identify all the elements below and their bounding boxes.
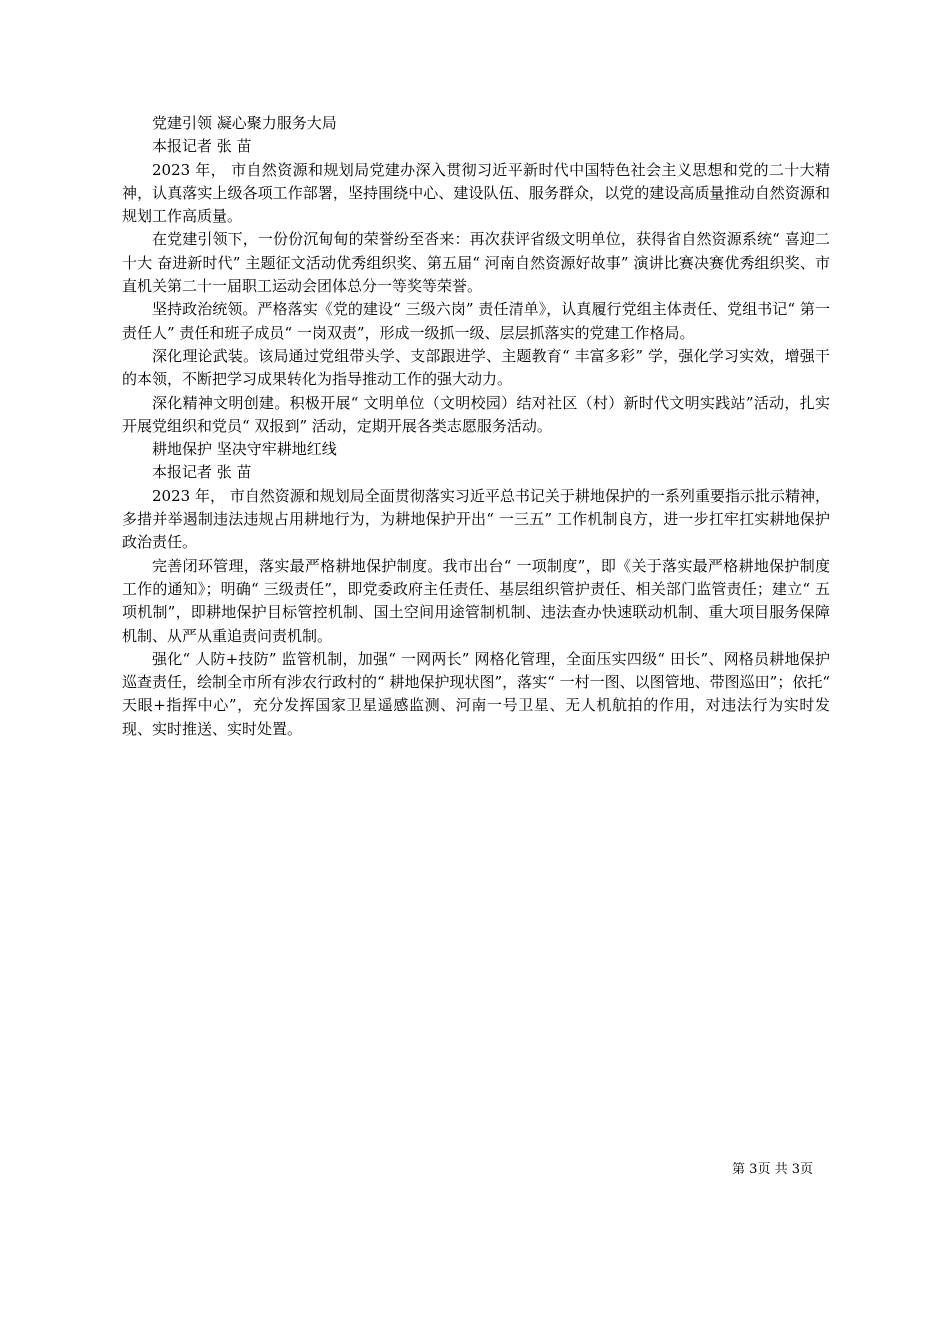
page-number-footer: 第 3页 共 3页 xyxy=(732,1162,813,1177)
body-paragraph: 2023 年， 市自然资源和规划局全面贯彻落实习近平总书记关于耕地保护的一系列重要指示批示精神，多措并举遏制违法违规占用耕地行为，为耕地保护开出“ 一三五” 工作机制良方，进一步扛牢扛实耕地保护政治责任。 xyxy=(122,486,830,552)
section-heading-party-building: 党建引领 凝心聚力服务大局 xyxy=(152,114,337,132)
body-paragraph: 强化“ 人防+技防” 监管机制，加强“ 一网两长” 网格化管理，全面压实四级“ 田长”、网格员耕地保护巡查责任，绘制全市所有涉农行政村的“ 耕地保护现状图”，落实“ 一村一图、以图管地、带图巡田”；依托“ 天眼+指挥中心”，充分发挥国家卫星遥感监测、河南一号卫星、无人机航拍的作用，对违法行为实时发现、实时推送、实时处置。 xyxy=(122,649,830,738)
body-paragraph: 坚持政治统领。严格落实《党的建设“ 三级六岗” 责任清单》，认真履行党组主体责任、党组书记“ 第一责任人” 责任和班子成员“ 一岗双责”，形成一级抓一级、层层抓落实的党建工作格局。 xyxy=(122,300,830,342)
section-heading-farmland-protection: 耕地保护 坚决守牢耕地红线 xyxy=(152,440,337,459)
byline: 本报记者 张 苗 xyxy=(152,463,252,482)
body-paragraph: 深化精神文明创建。积极开展“ 文明单位（文明校园）结对社区（村）新时代文明实践站”活动，扎实开展党组织和党员“ 双报到” 活动，定期开展各类志愿服务活动。 xyxy=(122,393,830,435)
document-body xyxy=(122,112,830,741)
body-paragraph: 完善闭环管理，落实最严格耕地保护制度。我市出台“ 一项制度”，即《关于落实最严格耕地保护制度工作的通知》；明确“ 三级责任”，即党委政府主任责任、基层组织管护责任、相关部门监管责任；建立“ 五项机制”，即耕地保护目标管控机制、国土空间用途管制机制、违法查办快速联动机制、重大项目服务保障机制、从严从重追责问责机制。 xyxy=(122,556,830,645)
body-paragraph: 2023 年， 市自然资源和规划局党建办深入贯彻习近平新时代中国特色社会主义思想和党的二十大精神，认真落实上级各项工作部署，坚持围绕中心、建设队伍、服务群众，以党的建设高质量推动自然资源和规划工作高质量。 xyxy=(122,160,830,226)
body-paragraph: 在党建引领下，一份份沉甸甸的荣誉纷至沓来：再次获评省级文明单位，获得省自然资源系统“ 喜迎二十大 奋进新时代” 主题征文活动优秀组织奖、第五届“ 河南自然资源好故事” 演讲比赛决赛优秀组织奖、市直机关第二十一届职工运动会团体总分一等奖等荣誉。 xyxy=(122,230,830,296)
body-paragraph: 深化理论武装。该局通过党组带头学、支部跟进学、主题教育“ 丰富多彩” 学，强化学习实效，增强干的本领，不断把学习成果转化为指导推动工作的强大动力。 xyxy=(122,346,830,389)
byline: 本报记者 张 苗 xyxy=(152,137,252,156)
